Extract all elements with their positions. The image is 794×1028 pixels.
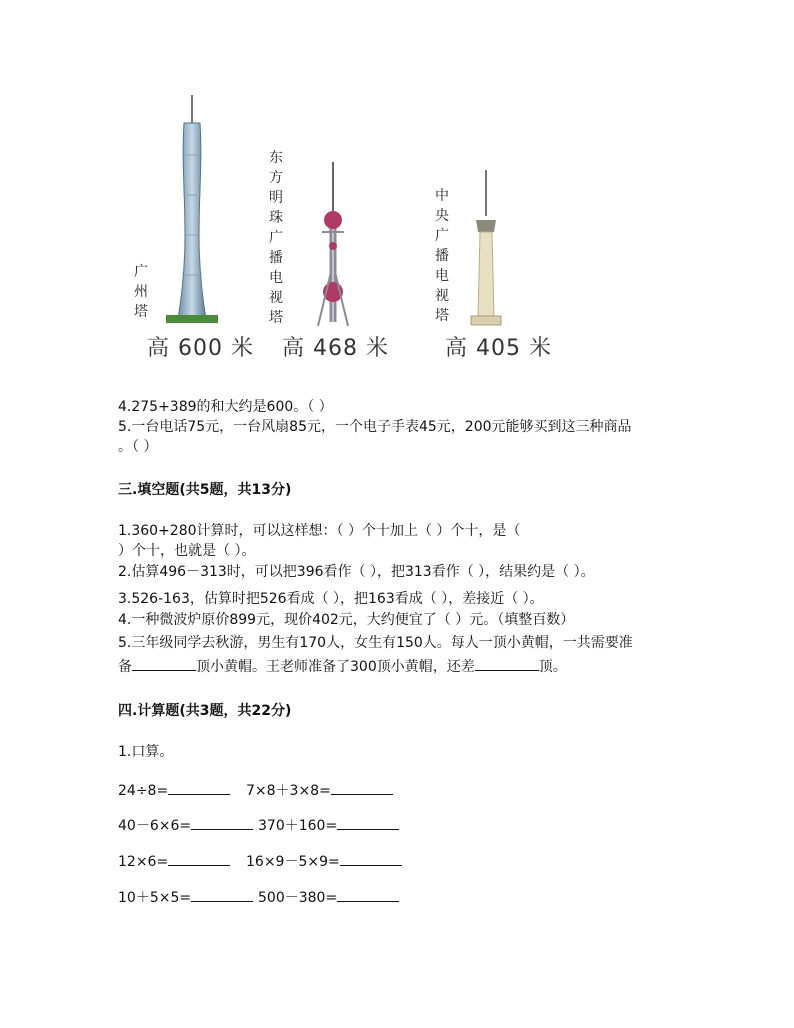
judgement-q5-line2: 。（ ） — [118, 439, 158, 455]
fill-q4: 4.一种微波炉原价899元，现价402元，大约便宜了（ ）元。（填整百数） — [118, 612, 575, 628]
oriental-pearl-tower-image — [312, 162, 354, 328]
height-label-guangzhou: 高 600 米 — [147, 336, 254, 361]
judgement-q4: 4.275+389的和大约是600。（ ） — [118, 399, 333, 415]
calc-item: 40－6×6= — [118, 815, 253, 835]
answer-blank[interactable] — [191, 887, 253, 902]
fill-q1-line2: ）个十，也就是（ ）。 — [118, 543, 256, 559]
calc-item: 24÷8= — [118, 780, 230, 799]
answer-blank[interactable] — [168, 780, 230, 795]
tower-label-guangzhou: 广 州 塔 — [134, 264, 148, 320]
cctv-tower-image — [468, 170, 504, 328]
answer-blank[interactable] — [337, 815, 399, 830]
answer-blank[interactable] — [340, 851, 402, 866]
height-label-cctv: 高 405 米 — [445, 336, 552, 361]
calc-item: 10＋5×5= — [118, 887, 253, 907]
answer-blank[interactable] — [337, 887, 399, 902]
calc-item: 370＋160= — [258, 815, 399, 835]
fill-q5-line2: 备 顶小黄帽。王老师准备了300顶小黄帽，还差 顶。 — [118, 656, 567, 677]
answer-blank[interactable] — [168, 851, 230, 866]
fill-q1-line1: 1.360+280计算时，可以这样想：（ ）个十加上（ ）个十，是（ — [118, 523, 521, 539]
calc-item: 7×8＋3×8= — [246, 780, 393, 800]
section4-heading: 四.计算题(共3题，共22分) — [118, 703, 292, 719]
calc-q1-title: 1.口算。 — [118, 744, 174, 760]
fill-q3: 3.526-163，估算时把526看成（ ），把163看成（ ），差接近（ ）。 — [118, 591, 544, 607]
calc-item: 12×6= — [118, 851, 230, 870]
calc-item: 500－380= — [258, 887, 399, 907]
answer-blank[interactable] — [331, 780, 393, 795]
tower-label-oriental-pearl: 东 方 明 珠 广 播 电 视 塔 — [269, 150, 283, 326]
answer-blank[interactable] — [475, 656, 539, 671]
answer-blank[interactable] — [132, 656, 196, 671]
judgement-q5-line1: 5.一台电话75元，一台风扇85元，一个电子手表45元，200元能够买到这三种商品 — [118, 419, 632, 435]
section3-heading: 三.填空题(共5题，共13分) — [118, 482, 292, 498]
canton-tower-image — [160, 95, 224, 327]
calc-item: 16×9－5×9= — [246, 851, 402, 871]
answer-blank[interactable] — [191, 815, 253, 830]
height-label-oriental-pearl: 高 468 米 — [282, 336, 389, 361]
fill-q5-line1: 5.三年级同学去秋游，男生有170人，女生有150人。每人一顶小黄帽，一共需要准 — [118, 635, 633, 651]
tower-label-cctv: 中 央 广 播 电 视 塔 — [435, 188, 449, 324]
fill-q2: 2.估算496－313时，可以把396看作（ ），把313看作（ ），结果约是（ ）。 — [118, 564, 595, 580]
